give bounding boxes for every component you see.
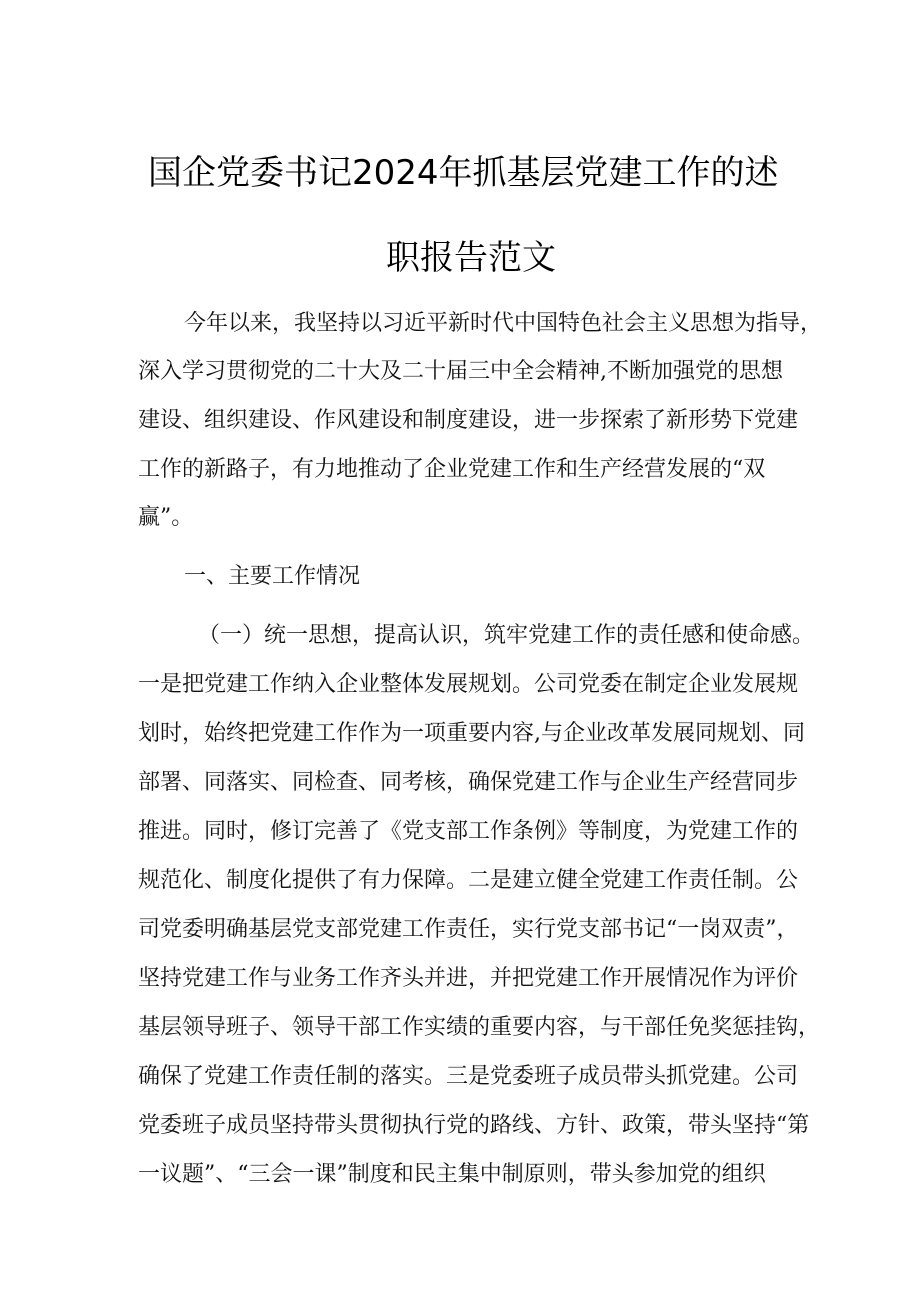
subsection-line: 一议题”、“三会一课”制度和民主集中制原则，带头参加党的组织 (138, 1162, 766, 1187)
subsection-line: 划时，始终把党建工作作为一项重要内容,与企业改革发展同规划、同 (138, 721, 805, 746)
subsection-line: 一是把党建工作纳入企业整体发展规划。公司党委在制定企业发展规 (138, 672, 799, 697)
subsection-line: 坚持党建工作与业务工作齐头并进，并把党建工作开展情况作为评价 (138, 966, 799, 991)
intro-line: 建设、组织建设、作风建设和制度建设，进一步探索了新形势下党建 (138, 408, 799, 433)
subsection-line: 部署、同落实、同检查、同考核，确保党建工作与企业生产经营同步 (138, 770, 799, 795)
subsection-line: （一）统一思想，提高认识，筑牢党建工作的责任感和使命感。 (198, 623, 815, 648)
subsection-line: 基层领导班子、领导干部工作实绩的重要内容，与干部任免奖惩挂钩， (138, 1015, 821, 1040)
section-heading: 一、主要工作情况 (184, 564, 361, 589)
subsection-line: 司党委明确基层党支部党建工作责任，实行党支部书记“一岗双责”， (138, 917, 799, 942)
subsection-line: 党委班子成员坚持带头贯彻执行党的路线、方针、政策，带头坚持“第 (138, 1113, 810, 1138)
intro-line: 今年以来，我坚持以习近平新时代中国特色社会主义思想为指导， (184, 311, 823, 336)
document-title-line-1: 国企党委书记2024年抓基层党建工作的述 (148, 153, 779, 193)
intro-line: 工作的新路子，有力地推动了企业党建工作和生产经营发展的“双 (138, 457, 766, 482)
intro-line: 赢”。 (138, 505, 194, 530)
document-title-line-2: 职报告范文 (386, 238, 556, 278)
intro-line: 深入学习贯彻党的二十大及二十届三中全会精神,不断加强党的思想 (138, 359, 783, 384)
subsection-line: 规范化、制度化提供了有力保障。二是建立健全党建工作责任制。公 (138, 868, 799, 893)
subsection-line: 推进。同时，修订完善了《党支部工作条例》等制度，为党建工作的 (138, 819, 799, 844)
subsection-line: 确保了党建工作责任制的落实。三是党委班子成员带头抓党建。公司 (138, 1064, 799, 1089)
